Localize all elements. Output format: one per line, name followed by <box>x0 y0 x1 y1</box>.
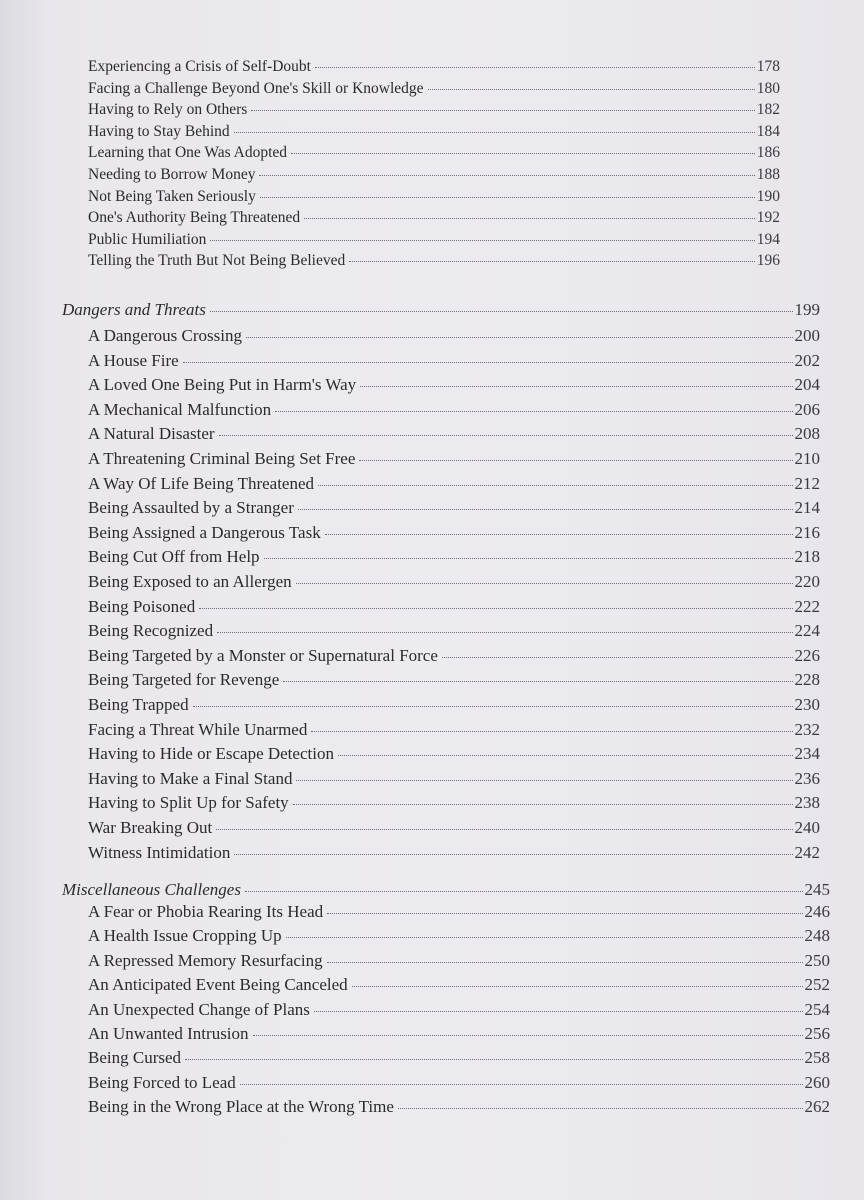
page-number: 182 <box>756 101 780 119</box>
entry-title: A House Fire <box>88 350 179 370</box>
page-number: 256 <box>804 1024 830 1043</box>
toc-entry <box>88 424 820 444</box>
dot-leader <box>442 657 793 658</box>
entry-title: Public Humiliation <box>88 230 207 248</box>
page-number: 242 <box>794 842 820 862</box>
entry-title: Being Forced to Lead <box>88 1072 236 1092</box>
entry-title: Being Exposed to an Allergen <box>88 572 292 591</box>
page-number: 194 <box>756 230 780 248</box>
toc-entry <box>88 1073 830 1093</box>
toc-entry <box>88 646 820 666</box>
toc-entry <box>88 474 820 494</box>
page-number: 199 <box>794 300 820 319</box>
section-header-dangers-and-threats <box>62 300 820 320</box>
entry-title: Having to Rely on Others <box>88 101 248 119</box>
page-number: 224 <box>794 621 820 641</box>
page-number: 220 <box>794 572 820 591</box>
page-number: 192 <box>756 209 780 227</box>
dot-leader <box>315 67 755 68</box>
page-number: 202 <box>794 350 820 370</box>
dot-leader <box>298 509 793 510</box>
page-number: 228 <box>794 670 820 690</box>
dot-leader <box>349 261 755 262</box>
entry-title: Telling the Truth But Not Being Believed <box>88 252 346 270</box>
page-number: 230 <box>794 695 820 714</box>
toc-entry <box>88 926 830 946</box>
page-number: 184 <box>756 122 780 140</box>
toc-entry <box>88 326 820 346</box>
dot-leader <box>283 681 792 682</box>
dot-leader <box>217 632 792 633</box>
page-number: 252 <box>804 975 830 995</box>
toc-entry <box>88 975 830 995</box>
dot-leader <box>275 411 792 412</box>
dot-leader <box>291 153 755 154</box>
dot-leader <box>304 218 755 219</box>
dot-leader <box>398 1108 803 1109</box>
entry-title: Learning that One Was Adopted <box>88 144 288 162</box>
page-number: 214 <box>794 498 820 518</box>
toc-entry <box>88 209 780 227</box>
toc-entry <box>88 400 820 420</box>
toc-entry <box>88 231 780 249</box>
entry-title: A Way Of Life Being Threatened <box>88 473 315 493</box>
entry-title: Not Being Taken Seriously <box>88 187 256 205</box>
toc-entry <box>88 123 780 141</box>
entry-title: Witness Intimidation <box>88 842 231 862</box>
dot-leader <box>219 435 793 436</box>
entry-title: An Unexpected Change of Plans <box>88 999 310 1019</box>
toc-entry <box>88 818 820 838</box>
toc-entry <box>88 902 830 922</box>
dot-leader <box>359 460 792 461</box>
dot-leader <box>293 804 793 805</box>
entry-title: Having to Hide or Escape Detection <box>88 744 334 764</box>
section-header-miscellaneous-challenges <box>62 880 830 900</box>
page-number: 232 <box>794 719 820 739</box>
toc-entry <box>88 1000 830 1020</box>
dot-leader <box>296 583 793 584</box>
entry-title: A Loved One Being Put in Harm's Way <box>88 375 357 395</box>
dot-leader <box>251 110 754 111</box>
toc-entry <box>88 449 820 469</box>
page-number: 186 <box>756 144 780 162</box>
toc-entry <box>88 80 780 98</box>
entry-title: A Mechanical Malfunction <box>88 399 272 419</box>
toc-entry <box>88 252 780 270</box>
entry-title: An Anticipated Event Being Canceled <box>88 975 348 995</box>
dot-leader <box>260 197 755 198</box>
entry-title: Facing a Threat While Unarmed <box>88 719 308 739</box>
toc-entry <box>88 375 820 395</box>
entry-title: Being Cut Off from Help <box>88 547 260 567</box>
entry-title: Being Trapped <box>88 695 189 714</box>
entry-title: A Natural Disaster <box>88 424 215 444</box>
entry-title: Being Poisoned <box>88 596 196 616</box>
entry-title: A Threatening Criminal Being Set Free <box>88 449 356 468</box>
page-number: 262 <box>804 1097 830 1117</box>
toc-entry <box>88 793 820 813</box>
dot-leader <box>245 891 803 892</box>
entry-title: Being Cursed <box>88 1048 182 1068</box>
page-number: 178 <box>756 58 780 75</box>
page-number: 248 <box>804 926 830 946</box>
dot-leader <box>318 485 792 486</box>
page-number: 222 <box>794 596 820 616</box>
page-number: 204 <box>794 375 820 395</box>
toc-entry <box>88 670 820 690</box>
entry-title: Being Recognized <box>88 621 214 641</box>
toc-entry <box>88 58 780 76</box>
entry-title: A Fear or Phobia Rearing Its Head <box>88 902 324 921</box>
page-number: 180 <box>756 79 780 97</box>
toc-entry <box>88 843 820 863</box>
dot-leader <box>286 937 803 938</box>
toc-entry <box>88 621 820 641</box>
toc-entry <box>88 498 820 518</box>
page-number: 216 <box>794 522 820 542</box>
page-number: 240 <box>794 818 820 837</box>
entry-title: War Breaking Out <box>88 818 213 837</box>
toc-entry <box>88 597 820 617</box>
toc-entry <box>88 951 830 971</box>
dot-leader <box>327 962 803 963</box>
entry-title: A Health Issue Cropping Up <box>88 926 282 946</box>
entry-title: Dangers and Threats <box>62 300 206 319</box>
dot-leader <box>311 731 792 732</box>
page-number: 212 <box>794 473 820 493</box>
page-number: 190 <box>756 187 780 205</box>
toc-entry <box>88 1048 830 1068</box>
toc-entry <box>88 166 780 184</box>
toc-entry <box>88 101 780 119</box>
toc-entry <box>88 188 780 206</box>
toc-entry <box>88 1024 830 1044</box>
dot-leader <box>264 558 793 559</box>
dot-leader <box>199 608 792 609</box>
dot-leader <box>253 1035 803 1036</box>
entry-title: Being Targeted by a Monster or Supernatural Force <box>88 645 438 665</box>
dot-leader <box>234 132 755 133</box>
dot-leader <box>360 386 792 387</box>
page-number: 200 <box>794 326 820 345</box>
dot-leader <box>259 175 754 176</box>
dot-leader <box>183 362 793 363</box>
page-number: 246 <box>804 902 830 921</box>
page-number: 260 <box>804 1072 830 1092</box>
dot-leader <box>327 913 802 914</box>
dot-leader <box>338 755 793 756</box>
page-number: 254 <box>804 999 830 1019</box>
toc-entry <box>88 1097 830 1117</box>
page-number: 226 <box>794 645 820 665</box>
dot-leader <box>325 534 793 535</box>
entry-title: A Dangerous Crossing <box>88 326 242 345</box>
entry-title: Having to Split Up for Safety <box>88 793 289 813</box>
page-number: 250 <box>804 950 830 970</box>
entry-title: Needing to Borrow Money <box>88 166 256 183</box>
dot-leader <box>314 1011 803 1012</box>
entry-title: Having to Stay Behind <box>88 122 230 140</box>
dot-leader <box>210 240 754 241</box>
toc-entry <box>88 720 820 740</box>
toc-entry <box>88 572 820 592</box>
entry-title: Having to Make a Final Stand <box>88 768 293 788</box>
page-number: 208 <box>794 424 820 444</box>
entry-title: Being Assigned a Dangerous Task <box>88 522 321 542</box>
entry-title: One's Authority Being Threatened <box>88 209 301 227</box>
toc-entry <box>88 523 820 543</box>
page-number: 210 <box>794 449 820 468</box>
toc-entry <box>88 351 820 371</box>
page-number: 238 <box>794 793 820 813</box>
entry-title: Being Targeted for Revenge <box>88 670 280 690</box>
dot-leader <box>428 89 755 90</box>
entry-title: Facing a Challenge Beyond One's Skill or Knowledge <box>88 79 424 97</box>
page-number: 234 <box>794 744 820 764</box>
dot-leader <box>216 829 792 830</box>
toc-entry <box>88 695 820 715</box>
page-number: 196 <box>756 252 780 270</box>
dot-leader <box>193 706 793 707</box>
dot-leader <box>185 1059 802 1060</box>
entry-title: An Unwanted Intrusion <box>88 1024 249 1043</box>
page-number: 236 <box>794 768 820 788</box>
dot-leader <box>210 311 793 312</box>
toc-entry <box>88 744 820 764</box>
page-number: 245 <box>804 880 830 899</box>
toc-entry <box>88 769 820 789</box>
dot-leader <box>240 1084 803 1085</box>
dot-leader <box>234 854 792 855</box>
dot-leader <box>352 986 803 987</box>
page-number: 218 <box>794 547 820 567</box>
entry-title: Being Assaulted by a Stranger <box>88 498 294 518</box>
toc-entry <box>88 144 780 162</box>
entry-title: Experiencing a Crisis of Self-Doubt <box>88 58 311 75</box>
entry-title: Miscellaneous Challenges <box>62 880 241 899</box>
toc-entry <box>88 547 820 567</box>
entry-title: Being in the Wrong Place at the Wrong Time <box>88 1097 394 1117</box>
page-number: 206 <box>794 399 820 419</box>
dot-leader <box>296 780 792 781</box>
page-number: 258 <box>804 1048 830 1068</box>
page-number: 188 <box>756 166 780 183</box>
entry-title: A Repressed Memory Resurfacing <box>88 950 323 970</box>
dot-leader <box>246 337 793 338</box>
